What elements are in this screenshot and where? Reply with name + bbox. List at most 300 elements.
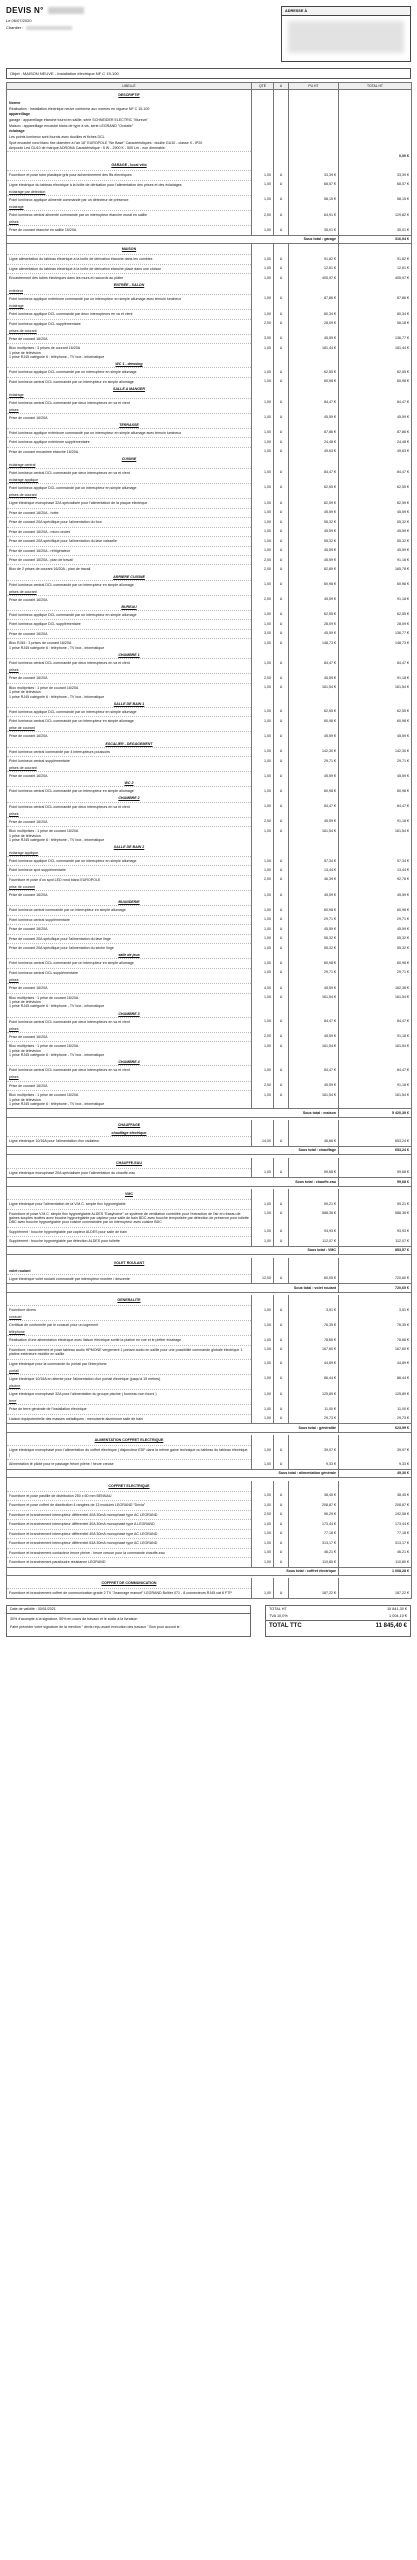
- cell-libelle: Prise de courant 16/20A - plan de travail: [7, 556, 252, 565]
- cell-qte: 1,00: [252, 1501, 274, 1510]
- cell-unit-price: 84,47 €: [289, 398, 339, 407]
- col-header-total: TOTAL HT: [339, 83, 412, 90]
- table-row: [7, 659, 412, 668]
- cell-qte: 1,00: [252, 1336, 274, 1345]
- cell-unit: U: [274, 891, 289, 900]
- condition-text: Faire précéder votre signature de la mention " devis reçu avant exécution des travaux " Bon pour accord le :: [10, 1625, 182, 1630]
- table-row: [7, 1491, 412, 1500]
- cell-qte: 1,00: [252, 732, 274, 741]
- cell-total: 78,66 €: [339, 1336, 412, 1345]
- cell-qte: 1,00: [252, 639, 274, 652]
- cell-libelle: consuel: [7, 1315, 252, 1321]
- table-row: [7, 984, 412, 993]
- cell-unit-price: 96,29 €: [289, 1510, 339, 1519]
- cell-libelle: Prise de courant 16/20A: [7, 772, 252, 781]
- cell-libelle: Ligne électrique pour la commande du portail par l'interphone: [7, 1359, 252, 1368]
- cell-unit-price: 80,34 €: [289, 310, 339, 319]
- subtotal-row: [7, 1284, 412, 1292]
- subtotal-value: 1 008,28 €: [339, 1567, 412, 1575]
- cell-total: 125,89 €: [339, 1390, 412, 1399]
- table-row: [7, 1460, 412, 1469]
- cell-total: 93,93 €: [339, 1227, 412, 1236]
- cell-unit-price: 87,86 €: [289, 294, 339, 303]
- cell-qte: 1,00: [252, 610, 274, 619]
- cell-libelle: Prise de courant 16/20A: [7, 817, 252, 826]
- table-row: [7, 787, 412, 796]
- cell-unit: U: [274, 639, 289, 652]
- table-row: [7, 195, 412, 204]
- table-row: [7, 1209, 412, 1227]
- table-row: [7, 211, 412, 220]
- cell-unit: U: [274, 1501, 289, 1510]
- cell-total: [339, 1120, 412, 1130]
- cell-unit-price: 45,59 €: [289, 508, 339, 517]
- cell-unit-price: 125,89 €: [289, 1390, 339, 1399]
- cell-libelle: Bloc multiprises : 3 prises de courant 16/20A 1 prise de télévision 1 prise RJ45 catégorie 6 : téléphone - TV box - informatique: [7, 344, 252, 362]
- cell-qte: 1,00: [252, 428, 274, 437]
- cell-libelle: Supplément : bouche hygroréglable par capteur ALDES pour salle de bain: [7, 1227, 252, 1236]
- cell-libelle: Bloc de 2 prises de courant 16/20A - plan de travail: [7, 565, 252, 574]
- cell-unit: [274, 244, 289, 255]
- cell-unit: [274, 1435, 289, 1445]
- cell-qte: [252, 1258, 274, 1268]
- cell-qte: 1,00: [252, 344, 274, 362]
- cell-unit-price: 29,71 €: [289, 757, 339, 766]
- cell-libelle: prises: [7, 668, 252, 674]
- cell-qte: 12,00: [252, 1274, 274, 1283]
- cell-unit: U: [274, 925, 289, 934]
- cell-unit-price: 12,61 €: [289, 264, 339, 273]
- payment-conditions: [7, 1614, 250, 1636]
- cell-total: 167,60 €: [339, 1345, 412, 1359]
- table-row: [7, 610, 412, 619]
- cell-libelle: Fourniture et branchement parafoudre résistance LEGRAND: [7, 1558, 252, 1567]
- cell-qte: 1,00: [252, 925, 274, 934]
- cell-unit-price: 78,66 €: [289, 1336, 339, 1345]
- cell-unit-price: 60,98 €: [289, 787, 339, 796]
- cell-total: 58,15 €: [339, 195, 412, 204]
- cell-qte: 2,00: [252, 674, 274, 683]
- cell-unit-price: 28,09 €: [289, 319, 339, 328]
- redacted-quote-number: [48, 7, 84, 14]
- section-heading: [7, 244, 412, 255]
- cell-unit-price: [289, 1258, 339, 1268]
- cell-unit: U: [274, 334, 289, 343]
- subtotal-value: 720,60 €: [339, 1284, 412, 1292]
- cell-libelle: Point lumineux applique DCL supplémentaire: [7, 319, 252, 328]
- cell-qte: 1,00: [252, 993, 274, 1011]
- table-row: [7, 1414, 412, 1423]
- cell-libelle: Fourniture et pose pastille de distribution 250 x 60 mm BENNAU: [7, 1491, 252, 1500]
- cell-libelle: Prise de courant 16/20A: [7, 629, 252, 638]
- subtotal-value: 5 420,39 €: [339, 1109, 412, 1117]
- cell-total: 148,73 €: [339, 639, 412, 652]
- cell-libelle: téléphone: [7, 1330, 252, 1336]
- cell-qte: 1,00: [252, 1168, 274, 1177]
- cell-unit: U: [274, 802, 289, 811]
- subtotal-row: [7, 1469, 412, 1477]
- cell-unit-price: 313,17 €: [289, 1539, 339, 1548]
- cell-unit-price: 45,59 €: [289, 1081, 339, 1090]
- cell-total: 161,54 €: [339, 827, 412, 845]
- cell-unit: U: [274, 428, 289, 437]
- cell-unit-price: 38,45 €: [289, 1491, 339, 1500]
- cell-qte: 1,00: [252, 438, 274, 447]
- cell-libelle: COFFRET DE COMMUNICATION: [7, 1578, 252, 1588]
- section-heading: [7, 1258, 412, 1268]
- cell-total: 91,18 €: [339, 556, 412, 565]
- table-row: [7, 620, 412, 629]
- cell-total: 55,32 €: [339, 537, 412, 546]
- col-header-libelle: LIBELLÉ: [7, 83, 252, 90]
- cell-qte: 1,00: [252, 1539, 274, 1548]
- table-row: [7, 344, 412, 362]
- cell-total: 60,98 €: [339, 787, 412, 796]
- table-row: [7, 595, 412, 604]
- cell-total: 57,34 €: [339, 857, 412, 866]
- cell-libelle: Fourniture et branchement interrupteur différentiel 40A 30mA monophasé type A LEGRAND: [7, 1520, 252, 1529]
- cell-libelle: Maison : appareillage encastré blanc de type à vis, série LEGRAND "Oxxialle": [7, 123, 252, 129]
- subtotal-row: [7, 1109, 412, 1117]
- cell-total: 84,47 €: [339, 1017, 412, 1026]
- total-ht-label: TOTAL HT: [269, 1607, 287, 1612]
- cell-total: 45,59 €: [339, 546, 412, 555]
- cell-qte: 1,00: [252, 1558, 274, 1567]
- cell-libelle: Prise de courant 16/20A: [7, 334, 252, 343]
- table-row: [7, 1345, 412, 1359]
- cell-unit-price: 3,51 €: [289, 1306, 339, 1315]
- cell-unit: U: [274, 264, 289, 273]
- table-row: [7, 747, 412, 756]
- cell-unit: U: [274, 1200, 289, 1209]
- table-row: [7, 580, 412, 589]
- cell-libelle: Prise de courant 16/20A: [7, 595, 252, 604]
- cell-total: 44,89 €: [339, 1359, 412, 1368]
- cell-unit: U: [274, 1345, 289, 1359]
- cell-unit-price: 45,59 €: [289, 413, 339, 422]
- cell-libelle: Ampoule Led GU10 de marque ADRONA Caractéristique : 5 W - 2900 K - 500 Lm - non dimmable: [7, 146, 252, 152]
- cell-unit-price: 45,59 €: [289, 732, 339, 741]
- cell-unit-price: 87,86 €: [289, 428, 339, 437]
- cell-libelle: Norme: [7, 100, 252, 106]
- quote-title: [6, 6, 256, 16]
- table-row: [7, 639, 412, 652]
- table-row: [7, 891, 412, 900]
- cell-libelle: Point lumineux central alimenté commandé par un interrupteur étanche mural en saillie: [7, 211, 252, 220]
- table-body: [7, 90, 412, 1599]
- cell-unit-price: 45,59 €: [289, 556, 339, 565]
- cell-unit-price: 45,59 €: [289, 595, 339, 604]
- cell-unit-price: 44,89 €: [289, 1359, 339, 1368]
- cell-qte: 1,00: [252, 1209, 274, 1227]
- table-row: [7, 934, 412, 943]
- cell-unit: U: [274, 1306, 289, 1315]
- cell-total: 29,73 €: [339, 1414, 412, 1423]
- table-row: [7, 468, 412, 477]
- cell-total: 68,57 €: [339, 180, 412, 189]
- cell-unit: U: [274, 1209, 289, 1227]
- cell-libelle: éclairage: [7, 303, 252, 309]
- cell-unit-price: 187,22 €: [289, 1589, 339, 1598]
- cell-unit-price: 45,59 €: [289, 334, 339, 343]
- cell-unit-price: 57,34 €: [289, 857, 339, 866]
- cell-libelle: prises: [7, 977, 252, 983]
- cell-unit: U: [274, 1414, 289, 1423]
- cell-qte: 1,00: [252, 659, 274, 668]
- cell-qte: 1,00: [252, 274, 274, 283]
- table-row: [7, 1042, 412, 1060]
- cell-unit-price: 62,55 €: [289, 483, 339, 492]
- cell-total: 11,00 €: [339, 1405, 412, 1414]
- cell-qte: 1,00: [252, 1359, 274, 1368]
- table-row: [7, 1374, 412, 1383]
- table-row: [7, 171, 412, 180]
- cell-libelle: COFFRET ELECTRIQUE: [7, 1481, 252, 1491]
- cell-libelle: Prise de courant 16/20A - réfrigérateur: [7, 546, 252, 555]
- cell-libelle: salle de jeux: [7, 953, 252, 959]
- cell-total: 84,47 €: [339, 1066, 412, 1075]
- table-row: [7, 717, 412, 726]
- cell-total: 110,80 €: [339, 1558, 412, 1567]
- cell-unit-price: 45,59 €: [289, 925, 339, 934]
- cell-unit-price: 84,47 €: [289, 468, 339, 477]
- cell-libelle: éclairage par détection: [7, 189, 252, 195]
- address-label: ADRESSE À: [282, 7, 410, 16]
- cell-total: 112,07 €: [339, 1237, 412, 1246]
- cell-unit: U: [274, 1081, 289, 1090]
- table-row: [7, 537, 412, 546]
- cell-libelle: SALLE A MANGER: [7, 386, 252, 392]
- cell-unit: U: [274, 732, 289, 741]
- cell-unit-price: 60,98 €: [289, 906, 339, 915]
- cell-unit: U: [274, 1237, 289, 1246]
- table-row: [7, 683, 412, 701]
- cell-total: 0,00 €: [339, 152, 412, 160]
- total-ttc-value: 11 845,40 €: [375, 1623, 407, 1630]
- cell-libelle: CUISINE: [7, 456, 252, 462]
- cell-total: 76,35 €: [339, 1321, 412, 1330]
- table-row: [7, 674, 412, 683]
- cell-unit-price: 45,59 €: [289, 527, 339, 536]
- cell-unit: U: [274, 468, 289, 477]
- cell-qte: 1,00: [252, 180, 274, 189]
- table-row: [7, 802, 412, 811]
- cell-total: [339, 90, 412, 100]
- table-row: [7, 483, 412, 492]
- cell-unit: U: [274, 944, 289, 953]
- cell-qte: 1,00: [252, 1520, 274, 1529]
- subtotal-value: 49,30 €: [339, 1469, 412, 1477]
- cell-unit-price: 173,44 €: [289, 1520, 339, 1529]
- quote-title-text: DEVIS N°: [6, 6, 44, 15]
- cell-libelle: Point lumineux applique extérieure supplémentaire: [7, 438, 252, 447]
- table-row: [7, 707, 412, 716]
- cell-qte: 1,00: [252, 620, 274, 629]
- cell-libelle: Point lumineux central DCL commandé par deux interrupteurs en va et vient: [7, 802, 252, 811]
- cell-libelle: Point lumineux central DCL commandé par un interrupteur en simple allumage: [7, 959, 252, 968]
- tva-label: TVA 10,0%: [269, 1614, 288, 1619]
- cell-libelle: Point lumineux central DCL supplémentaire: [7, 968, 252, 977]
- cell-total: 60,98 €: [339, 906, 412, 915]
- table-row: [7, 1336, 412, 1345]
- cell-libelle: Bloc multiprises : 1 prise de courant 16/20A 1 prise de télévision 1 prise RJ45 catégorie 6 : téléphone - TV box - informatique: [7, 993, 252, 1011]
- subtotal-label: Sous total : volet roulant: [7, 1284, 339, 1292]
- cell-unit: U: [274, 1405, 289, 1414]
- table-row: [7, 310, 412, 319]
- cell-unit-price: [289, 90, 339, 100]
- table-row: [7, 968, 412, 977]
- cell-unit: U: [274, 757, 289, 766]
- subtotal-label: Sous total : alimentation générale: [7, 1469, 339, 1477]
- cell-unit: U: [274, 580, 289, 589]
- cell-unit-price: 24,48 €: [289, 438, 339, 447]
- cell-unit-price: 45,59 €: [289, 984, 339, 993]
- cell-unit: U: [274, 546, 289, 555]
- cell-unit: U: [274, 659, 289, 668]
- quote-date: Le 06/07/2020: [6, 18, 32, 23]
- cell-qte: 2,00: [252, 1081, 274, 1090]
- cell-libelle: Prise de courant 16/20A: [7, 891, 252, 900]
- cell-qte: 2,00: [252, 556, 274, 565]
- cell-qte: 1,00: [252, 1321, 274, 1330]
- cell-unit-price: 46,21 €: [289, 1548, 339, 1557]
- cell-unit: U: [274, 707, 289, 716]
- address-box: [281, 6, 411, 62]
- cell-qte: 1,00: [252, 891, 274, 900]
- cell-qte: [252, 1578, 274, 1588]
- cell-unit: U: [274, 556, 289, 565]
- cell-libelle: [7, 152, 252, 160]
- table-row: [7, 1017, 412, 1026]
- cell-libelle: Fourniture et branchement interrupteur différentiel 40A 30mA monophasé type AC LEGRAND: [7, 1529, 252, 1538]
- cell-qte: 1,00: [252, 1237, 274, 1246]
- cell-libelle: éclairage: [7, 204, 252, 210]
- cell-unit: U: [274, 1548, 289, 1557]
- cell-unit-price: 161,54 €: [289, 1091, 339, 1109]
- cell-qte: [252, 1435, 274, 1445]
- cell-libelle: GENERALITE: [7, 1295, 252, 1305]
- cell-total: 28,09 €: [339, 620, 412, 629]
- cell-qte: 1,00: [252, 934, 274, 943]
- cell-unit-price: 11,00 €: [289, 1405, 339, 1414]
- section-heading: [7, 1158, 412, 1168]
- cell-libelle: Point lumineux central commandé par un interrupteur en simple allumage: [7, 906, 252, 915]
- cell-total: 29,71 €: [339, 915, 412, 924]
- cell-unit-price: [289, 1158, 339, 1168]
- cell-libelle: Fourniture et branchement interrupteur différentiel 63A 30mA monophasé type AC LEGRAND: [7, 1539, 252, 1548]
- cell-unit: U: [274, 959, 289, 968]
- cell-libelle: Ligne électrique monophasé 32A spécialisée pour l'alimentation de la plaque électrique: [7, 499, 252, 508]
- conditions-box: [6, 1605, 251, 1637]
- cell-unit-price: 55,32 €: [289, 944, 339, 953]
- cell-unit: [274, 160, 289, 170]
- cell-libelle: prises de courant: [7, 328, 252, 334]
- cell-qte: 1,00: [252, 1446, 274, 1460]
- cell-libelle: BUANDERIE: [7, 900, 252, 906]
- cell-unit: [274, 1295, 289, 1305]
- cell-qte: 1,00: [252, 195, 274, 204]
- table-header: [7, 83, 412, 90]
- table-row: [7, 1066, 412, 1075]
- cell-unit: U: [274, 1137, 289, 1146]
- cell-qte: 1,00: [252, 226, 274, 235]
- cell-total: 62,55 €: [339, 707, 412, 716]
- cell-total: 136,77 €: [339, 629, 412, 638]
- cell-qte: 1,00: [252, 944, 274, 953]
- cell-total: [339, 1435, 412, 1445]
- cell-total: 91,18 €: [339, 1032, 412, 1041]
- cell-libelle: Point lumineux central DCL commandé par deux interrupteurs en va et vient: [7, 1066, 252, 1075]
- cell-total: 187,22 €: [339, 1589, 412, 1598]
- subtotal-label: Sous total : chauffage: [7, 1146, 339, 1154]
- cell-libelle: Fourniture et pose V.M.C. simple flux hygroréglable ALDES "Easyhome" ce système de ventilation contrôlée pour l'extraction de l'air en réseau de gaines souples isolées avec bouche hygroréglable par capteur pour salle de bain BDC avec bouche temporisée par détection de présence pour toilette DBC avec bouche hygroréglable pour cuisine commandée par un interrupteur avec cuisine BDC: [7, 1209, 252, 1227]
- tva-row: [266, 1613, 410, 1620]
- cell-qte: 1,00: [252, 707, 274, 716]
- chantier-label: Chantier :: [6, 25, 24, 30]
- subtotal-row: [7, 1146, 412, 1154]
- cell-total: 45,59 €: [339, 732, 412, 741]
- cell-total: 161,54 €: [339, 993, 412, 1011]
- table-row: [7, 944, 412, 953]
- cell-total: 84,47 €: [339, 659, 412, 668]
- cell-total: 33,39 €: [339, 171, 412, 180]
- table-row: [7, 1558, 412, 1567]
- cell-total: 55,32 €: [339, 518, 412, 527]
- table-row: [7, 438, 412, 447]
- cell-libelle: éclairage applique: [7, 850, 252, 856]
- cell-libelle: ALIMENTATION COFFRET ELECTRIQUE: [7, 1435, 252, 1445]
- cell-qte: 1,00: [252, 546, 274, 555]
- cell-libelle: Point lumineux applique extérieure commandé par un interrupteur en simple allumage avec témoin lumineux: [7, 294, 252, 303]
- cell-unit: U: [274, 866, 289, 875]
- cell-unit: [274, 90, 289, 100]
- section-heading: [7, 90, 412, 100]
- cell-unit: U: [274, 906, 289, 915]
- cell-libelle: Alimentation tê piloté pour le passage fréom pilene / heure creuse: [7, 1460, 252, 1469]
- cell-unit-price: [289, 1120, 339, 1130]
- cell-total: 142,30 €: [339, 747, 412, 756]
- cell-libelle: Point lumineux applique DCL supplémentaire: [7, 620, 252, 629]
- cell-unit: U: [274, 180, 289, 189]
- section-heading: [7, 1120, 412, 1130]
- cell-libelle: Prise de courant 16/20A: [7, 1081, 252, 1090]
- cell-unit-price: 60,98 €: [289, 717, 339, 726]
- table-row: [7, 255, 412, 264]
- cell-libelle: Point lumineux applique DCL commandé par un interrupteur en simple allumage: [7, 368, 252, 377]
- cell-libelle: Prise de courant encastrée étanche 16/20A: [7, 447, 252, 456]
- cell-unit: U: [274, 1491, 289, 1500]
- cell-unit: U: [274, 1321, 289, 1330]
- cell-libelle: Ligne électrique monophasé pour l'alimentation du coffret électrique ( disjoncteur EDF dans la même gaine technique ou tableau du tableau électrique ): [7, 1446, 252, 1460]
- section-heading: [7, 1481, 412, 1491]
- table-row: [7, 226, 412, 235]
- cell-unit-price: 93,93 €: [289, 1227, 339, 1236]
- cell-libelle: Réalisation : Installation électrique neuve conforme aux normes en vigueur NF C 15-100: [7, 106, 252, 112]
- cell-unit: [274, 1578, 289, 1588]
- cell-unit: U: [274, 772, 289, 781]
- total-ttc-label: TOTAL TTC: [269, 1623, 302, 1630]
- cell-total: 182,36 €: [339, 984, 412, 993]
- cell-libelle: Bloc multiprises : 1 prise de courant 16/20A 1 prise de télévision 1 prise RJ45 catégorie 6 : téléphone - TV box - informatique: [7, 827, 252, 845]
- cell-unit: U: [274, 717, 289, 726]
- total-ht-value: 10 841,30 €: [386, 1607, 407, 1612]
- cell-qte: 1,00: [252, 772, 274, 781]
- cell-unit: U: [274, 1460, 289, 1469]
- cell-libelle: Point lumineux applique DCL commandé par un interrupteur en simple allumage: [7, 707, 252, 716]
- cell-qte: [252, 160, 274, 170]
- cell-qte: 1,00: [252, 959, 274, 968]
- cell-unit-price: 60,98 €: [289, 377, 339, 386]
